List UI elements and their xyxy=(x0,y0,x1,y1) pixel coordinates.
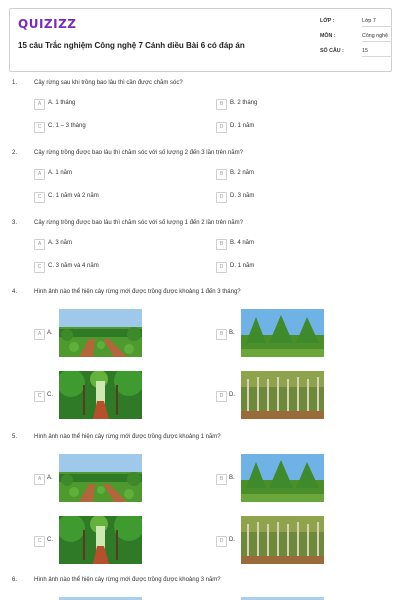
option-text: D. 1 năm xyxy=(230,123,255,129)
meta-row-subject xyxy=(320,30,390,45)
forest-row-photo[interactable] xyxy=(59,309,142,357)
young-forest-photo[interactable] xyxy=(241,309,324,357)
worksheet-title: 15 câu Trắc nghiệm Công nghệ 7 Cánh diều Bài 6 có đáp án xyxy=(18,41,245,50)
mature-forest-photo[interactable] xyxy=(241,371,324,419)
option-letter-box[interactable]: A xyxy=(34,474,45,485)
meta-value: Lớp 7 xyxy=(362,18,392,27)
option-text: C. 3 năm và 4 năm xyxy=(48,263,99,269)
option-letter-box[interactable]: A xyxy=(34,99,45,110)
question-text: Hình ảnh nào thể hiện cây rừng mới được trồng được khoảng 1 năm? xyxy=(34,434,221,440)
question-number: 3. xyxy=(12,220,18,226)
option-text: D. xyxy=(229,392,235,398)
option-letter-box[interactable]: C xyxy=(34,262,45,273)
option-text: D. 1 năm xyxy=(230,263,255,269)
option-text: C. 1 – 3 tháng xyxy=(48,123,86,129)
forest-path-photo[interactable] xyxy=(59,516,142,564)
forest-path-photo[interactable] xyxy=(59,371,142,419)
meta-key: MÔN : xyxy=(320,33,336,39)
meta-key: SỐ CÂU : xyxy=(320,48,344,54)
option-letter-box[interactable]: D xyxy=(216,391,227,402)
question-number: 4. xyxy=(12,289,18,295)
option-letter-box[interactable]: D xyxy=(216,536,227,547)
option-letter-box[interactable]: D xyxy=(216,192,227,203)
option-text: D. 3 năm xyxy=(230,193,255,199)
meta-key: LỚP : xyxy=(320,18,335,24)
option-text: A. xyxy=(47,475,53,481)
option-letter-box[interactable]: A xyxy=(34,239,45,250)
option-letter-box[interactable]: B xyxy=(216,239,227,250)
option-text: C. 1 năm và 2 năm xyxy=(48,193,99,199)
option-text: A. 3 năm xyxy=(48,240,73,246)
option-text: A. xyxy=(47,330,53,336)
question-number: 6. xyxy=(12,577,18,583)
forest-row-photo[interactable] xyxy=(59,454,142,502)
option-text: A. 1 năm xyxy=(48,170,73,176)
option-letter-box[interactable]: C xyxy=(34,391,45,402)
meta-value: Công nghệ xyxy=(362,33,392,42)
option-letter-box[interactable]: C xyxy=(34,536,45,547)
option-text: C. xyxy=(47,392,53,398)
option-letter-box[interactable]: B xyxy=(216,99,227,110)
question-text: Cây rừng trồng được bao lâu thì chăm sóc với số lượng 1 đến 2 lần trên năm? xyxy=(34,220,243,226)
question-number: 2. xyxy=(12,150,18,156)
question-text: Cây rừng trồng được bao lâu thì chăm sóc với số lượng 2 đến 3 lần trên năm? xyxy=(34,150,243,156)
option-text: B. xyxy=(229,330,235,336)
worksheet-meta xyxy=(320,15,390,60)
worksheet-header xyxy=(9,8,392,72)
option-text: B. 2 năm xyxy=(230,170,255,176)
option-letter-box[interactable]: A xyxy=(34,169,45,180)
meta-value: 15 xyxy=(362,48,392,57)
quizizz-logo[interactable]: QUIZIZZ xyxy=(18,17,77,31)
question-text: Hình ảnh nào thể hiện cây rừng mới được trồng được khoảng 3 năm? xyxy=(34,577,221,583)
option-letter-box[interactable]: D xyxy=(216,262,227,273)
option-text: B. xyxy=(229,475,235,481)
mature-forest-photo[interactable] xyxy=(241,516,324,564)
option-text: C. xyxy=(47,537,53,543)
option-text: D. xyxy=(229,537,235,543)
question-number: 1. xyxy=(12,80,18,86)
option-letter-box[interactable]: C xyxy=(34,122,45,133)
meta-row-count xyxy=(320,45,390,60)
option-letter-box[interactable]: B xyxy=(216,474,227,485)
question-text: Hình ảnh nào thể hiện cây rừng mới được trồng được khoảng 1 đến 3 tháng? xyxy=(34,289,241,295)
young-forest-photo[interactable] xyxy=(241,454,324,502)
option-letter-box[interactable]: D xyxy=(216,122,227,133)
option-text: B. 2 tháng xyxy=(230,100,258,106)
option-text: B. 4 năm xyxy=(230,240,255,246)
option-letter-box[interactable]: B xyxy=(216,329,227,340)
option-letter-box[interactable]: A xyxy=(34,329,45,340)
option-letter-box[interactable]: B xyxy=(216,169,227,180)
meta-row-grade xyxy=(320,15,390,30)
question-number: 5. xyxy=(12,434,18,440)
question-text: Cây rừng sau khi trồng bao lâu thì cần được chăm sóc? xyxy=(34,80,183,86)
option-text: A. 1 tháng xyxy=(48,100,76,106)
option-letter-box[interactable]: C xyxy=(34,192,45,203)
